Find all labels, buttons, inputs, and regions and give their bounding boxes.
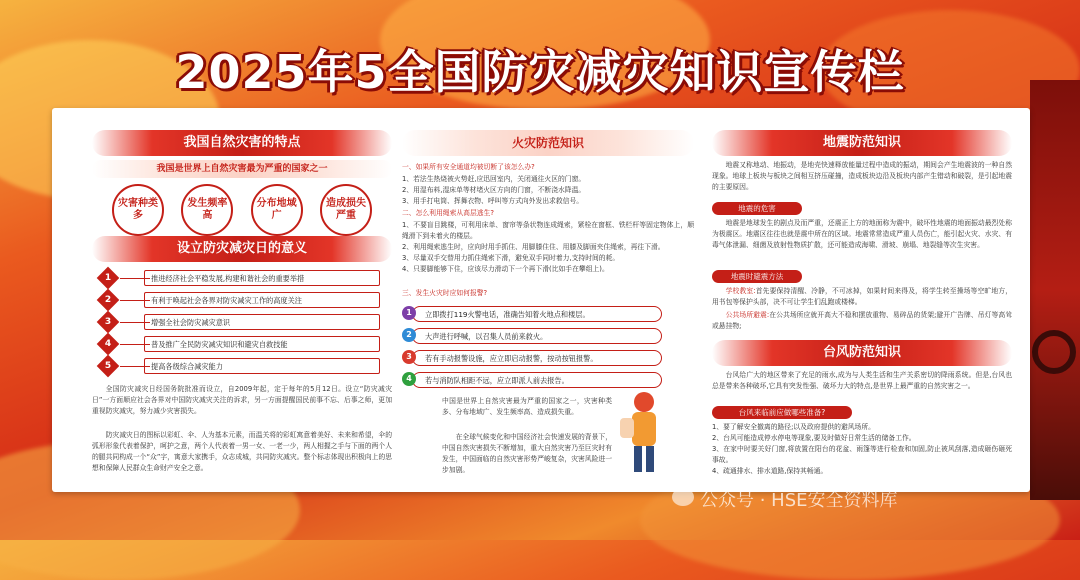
disaster-day-paragraph: 全国防灾减灾日经国务院批准而设立，自2009年起，定于每年的5月12日。设立“防灾减灾日”一方面顺应社会各界对中国防灾减灾关注的诉求，另一方面提醒国民前事不忘、后事之师，更加重视防灾减灾，努力减少灾害损失。 <box>92 385 392 415</box>
firefighter-illustration <box>614 388 674 478</box>
disaster-tag: 灾害种类多 <box>112 184 164 236</box>
alarm-step-text: 大声进行呼喊，以召集人员前来救火。 <box>412 328 662 344</box>
public-text: 在公共场所应就开高大不稳和摆放重物、易碎品的货架;避开广告牌、吊灯等高耸或悬挂物; <box>712 311 1012 330</box>
fire-question-1: 一、如果所有安全通道均被切断了该怎么办? <box>402 163 535 171</box>
item-number: 2 <box>104 295 112 305</box>
fire-question-3: 三、发生火灾时应如何报警? <box>402 289 488 297</box>
wechat-icon <box>672 488 694 506</box>
item-number: 4 <box>104 339 112 349</box>
title-band <box>0 0 1080 108</box>
alarm-step <box>402 306 672 322</box>
fire-answer-1: 1、若法生热烧被火势赶,应迅回室内，关闭通往火区的门窗。 2、用湿布料,湿床单等材堵火区方向的门窗，不断浇水降温。 3、用手打电筒、挥舞衣物、呼叫等方式向外发出求救信号。 <box>402 175 586 205</box>
alarm-step-number: 3 <box>402 350 416 364</box>
column-earthquake-typhoon <box>712 108 1012 492</box>
disaster-tag: 发生频率高 <box>181 184 233 236</box>
list-item <box>92 314 382 332</box>
section-title-earthquake: 地震防范知识 <box>712 130 1012 156</box>
fire-context-paragraph: 在全球气候变化和中国经济社会快速发展的背景下，中国自然灾害损失不断增加，重大自然灾害乃至巨灾时有发生，中国面临的自然灾害形势严峻复杂，灾害风险进一步加剧。 <box>442 433 612 474</box>
fire-answer-2: 1、不要盲目跳楼，可利用床单、窗帘等条状物连成绳索，紧栓在窗框、铁栏杆等固定物体上，顺绳滑下到未着火的楼层。 2、利用绳索逃生时，应向时用手抓住、用脚膝住住、用膝及脚面夹住绳索，再往下滑。 3、尽量双手交替用力抓住绳索下滑，避免双手同时着力,支持时间的耗。 4、只要脚能够下住，应该尽力滑动下一个再下滑(比如手在攀组上)。 <box>402 221 694 273</box>
watermark-text: 公众号 · HSE安全资料库 <box>700 490 898 511</box>
item-text: 提高各级综合减灾能力 <box>144 358 380 374</box>
alarm-step-text: 若有手动报警设施，应立即启动报警，按动按钮报警。 <box>412 350 662 366</box>
disaster-tag: 分布地域广 <box>251 184 303 236</box>
alarm-step <box>402 372 672 388</box>
alarm-step <box>402 350 672 366</box>
section-title-typhoon: 台风防范知识 <box>712 340 1012 366</box>
item-number: 1 <box>104 273 112 283</box>
section-title-disaster-day: 设立防灾减灾日的意义 <box>92 236 392 262</box>
hose-reel-icon <box>1032 330 1076 374</box>
public-label: 公共场所避震: <box>725 311 770 319</box>
school-label: 学校教室: <box>725 287 756 295</box>
column-fire-prevention <box>402 108 694 492</box>
list-item <box>92 336 382 354</box>
fire-summary-paragraph: 中国是世界上自然灾害最为严重的国家之一，灾害种类多、分布地域广、发生频率高、造成损失重。 <box>442 397 612 416</box>
school-text: 首先要保持清醒、冷静，不可冰掉，如果时间来得及，将学生转至操场等空旷地方，用书包等保护头部，决不可让学生们乱跑或楼梯。 <box>712 287 1012 306</box>
item-number: 3 <box>104 317 112 327</box>
alarm-step <box>402 328 672 344</box>
alarm-step-text: 立即拨打119火警电话，准确告知着火地点和楼层。 <box>412 306 662 322</box>
earthquake-public-text <box>712 310 1012 332</box>
item-text: 推进经济社会平稳发展,构建和谐社会的重要举措 <box>144 270 380 286</box>
earthquake-harm-text: 地震是地球发生的剧点及而严重，还震正上方的地面称为震中，破坏性地震的地面振动最烈处称为极震区。地震区往往也就是震中所在的区域。地震常常造成严重人员伤亡，能引起火灾、水灾、有毒气体泄漏、细菌及放射性物质扩散，还可能造成海啸、滑坡、崩塌、地裂缝等次生灾害。 <box>712 219 1012 249</box>
page-title: 2025年5全国防灾减灾知识宣传栏 <box>175 45 905 99</box>
section-title-disaster-features: 我国自然灾害的特点 <box>92 130 392 156</box>
item-number: 5 <box>104 361 112 371</box>
subsection-earthquake-harm: 地震的危害 <box>712 202 802 215</box>
column-natural-disasters <box>92 108 392 492</box>
subsection-earthquake-escape: 地震时避震方法 <box>712 270 802 283</box>
earthquake-school-text <box>712 286 1012 308</box>
disaster-tags <box>112 184 372 240</box>
item-text: 有利于唤起社会各界对防灾减灾工作的高度关注 <box>144 292 380 308</box>
item-text: 普及推广全民防灾减灾知识和避灾自救技能 <box>144 336 380 352</box>
alarm-step-number: 2 <box>402 328 416 342</box>
disaster-tag: 造成损失严重 <box>320 184 372 236</box>
alarm-step-text: 若与消防队相距不远，应立即派人前去报告。 <box>412 372 662 388</box>
fire-truck-illustration <box>1030 80 1080 500</box>
typhoon-prep-list: 1、要了解安全撤离的路径;以及政府提供的避风场所。 2、台风可能造成停水停电等现象,要及时做好日常生活的储备工作。 3、在家中时要关好门窗,将放置在阳台的花盆、雨篷等进行检查和加固,防止被风刮落,造成砸伤砸死事故。 4、疏通排水、排水道路,保持其畅通。 <box>712 423 1012 475</box>
alarm-step-number: 4 <box>402 372 416 386</box>
disaster-day-logo-paragraph: 防灾减灾日的图标以彩虹、伞、人为基本元素，而温关将的彩虹寓意着美好、未来和希望，伞的弧形形象代表着保护，呵护之意，两个人代表着一男一女、一老一少，两人相握之手与下面的两个人的腿共同构成一个“众”字，寓意大家携手，众志成城，共同防灾减灾。整个标志体现出积极向上的思想和保障人民群众生命财产安全之意。 <box>92 431 392 472</box>
fire-question-2: 二、怎么利用绳索从高层逃生? <box>402 209 494 217</box>
list-item <box>92 270 382 288</box>
earthquake-intro: 地震又称地动、地振动，是地壳快速释放能量过程中造成的振动，期间会产生地震波的一种自然现象。地球上板块与板块之间相互挤压碰撞，造成板块边沿及板块内部产生错动和破裂，是引起地震的主要原因。 <box>712 161 1012 191</box>
alarm-step-number: 1 <box>402 306 416 320</box>
disaster-banner: 我国是世界上自然灾害最为严重的国家之一 <box>92 160 392 178</box>
section-title-fire: 火灾防范知识 <box>402 130 694 156</box>
subsection-typhoon-prep: 台风来临前应做哪些准备? <box>712 406 852 419</box>
notice-board <box>52 108 1030 492</box>
typhoon-intro: 台风给广大的地区带来了充足的雨水,成为与人类生活和生产关系密切的降雨系统。但是,台风也总是带来各种破坏,它具有突发性强、破坏力大的特点,是世界上最严重的自然灾害之一。 <box>712 371 1012 390</box>
item-text: 增强全社会防灾减灾意识 <box>144 314 380 330</box>
list-item <box>92 292 382 310</box>
list-item <box>92 358 382 376</box>
